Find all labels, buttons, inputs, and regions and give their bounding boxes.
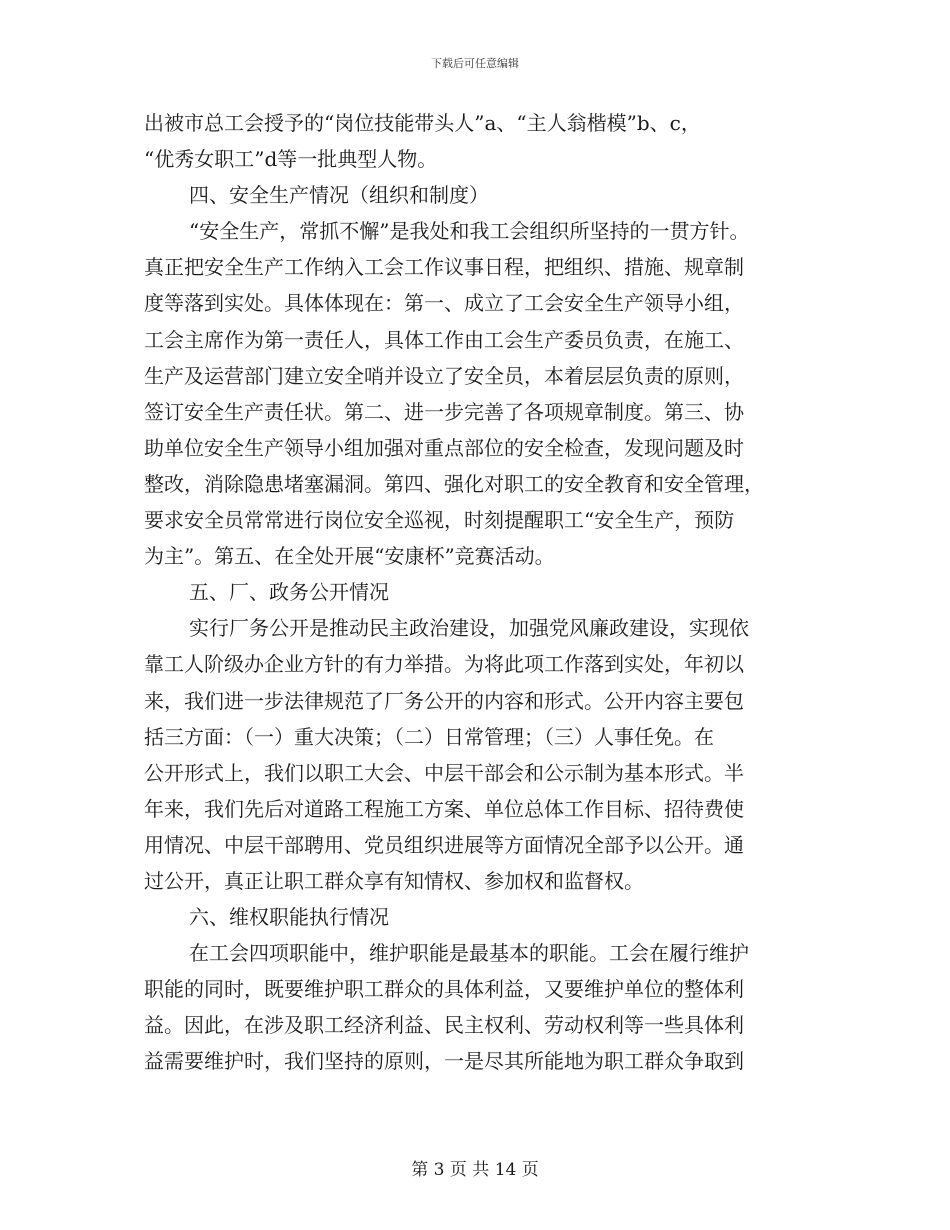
body-line: 出被市总工会授予的“岗位技能带头人”a、“主人翁楷模”b、c，: [144, 111, 701, 135]
body-line: 括三方面：（一）重大决策；（二）日常管理；（三）人事任免。在: [144, 724, 714, 749]
body-line: 过公开，真正让职工群众享有知情权、参加权和监督权。: [144, 868, 644, 893]
body-line: 职能的同时，既要维护职工群众的具体利益，又要维护单位的整体利: [144, 977, 744, 1002]
section-heading-6: 六、维权职能执行情况: [189, 905, 389, 930]
body-line: 在工会四项职能中，维护职能是最基本的职能。工会在履行维护: [189, 941, 749, 966]
body-line: “安全生产，常抓不懈”是我处和我工会组织所坚持的一贯方针。: [189, 219, 750, 244]
body-line: 助单位安全生产领导小组加强对重点部位的安全检查，发现问题及时: [144, 435, 744, 460]
body-line: 用情况、中层干部聘用、党员组织进展等方面情况全部予以公开。通: [144, 832, 744, 857]
body-line: 整改，消除隐患堵塞漏洞。第四、强化对职工的安全教育和安全管理，: [144, 471, 764, 496]
body-line: 来，我们进一步法律规范了厂务公开的内容和形式。公开内容主要包: [144, 688, 744, 713]
body-line: 为主”。第五、在全处开展“安康杯”竞赛活动。: [144, 544, 555, 569]
body-line: 生产及运营部门建立安全哨并设立了安全员，本着层层负责的原则，: [144, 363, 744, 388]
body-line: 益需要维护时，我们坚持的原则，一是尽其所能地为职工群众争取到: [144, 1049, 744, 1074]
page-header-note: 下载后可任意编辑: [431, 57, 519, 70]
body-line: 益。因此，在涉及职工经济利益、民主权利、劳动权利等一些具体利: [144, 1013, 744, 1038]
body-line: “优秀女职工”d等一批典型人物。: [144, 147, 438, 172]
body-line: 靠工人阶级办企业方针的有力举措。为将此项工作落到实处，年初以: [144, 652, 744, 677]
body-line: 签订安全生产责任状。第二、进一步完善了各项规章制度。第三、协: [144, 399, 744, 424]
body-line: 公开形式上，我们以职工大会、中层干部会和公示制为基本形式。半: [144, 760, 744, 785]
body-line: 真正把安全生产工作纳入工会工作议事日程，把组织、措施、规章制: [144, 255, 744, 280]
section-heading-4: 四、安全生产情况（组织和制度）: [189, 183, 489, 208]
section-heading-5: 五、厂、政务公开情况: [189, 580, 389, 605]
document-body: [144, 105, 804, 1080]
body-line: 要求安全员常常进行岗位安全巡视，时刻提醒职工“安全生产，预防: [144, 508, 735, 533]
body-line: 工会主席作为第一责任人，具体工作由工会生产委员负责，在施工、: [144, 327, 744, 352]
body-line: 年来，我们先后对道路工程施工方案、单位总体工作目标、招待费使: [144, 796, 744, 821]
body-line: 度等落到实处。具体体现在：第一、成立了工会安全生产领导小组，: [144, 291, 744, 316]
body-line: 实行厂务公开是推动民主政治建设，加强党风廉政建设，实现依: [189, 616, 749, 641]
page-number: 第 3 页 共 14 页: [411, 1160, 539, 1180]
